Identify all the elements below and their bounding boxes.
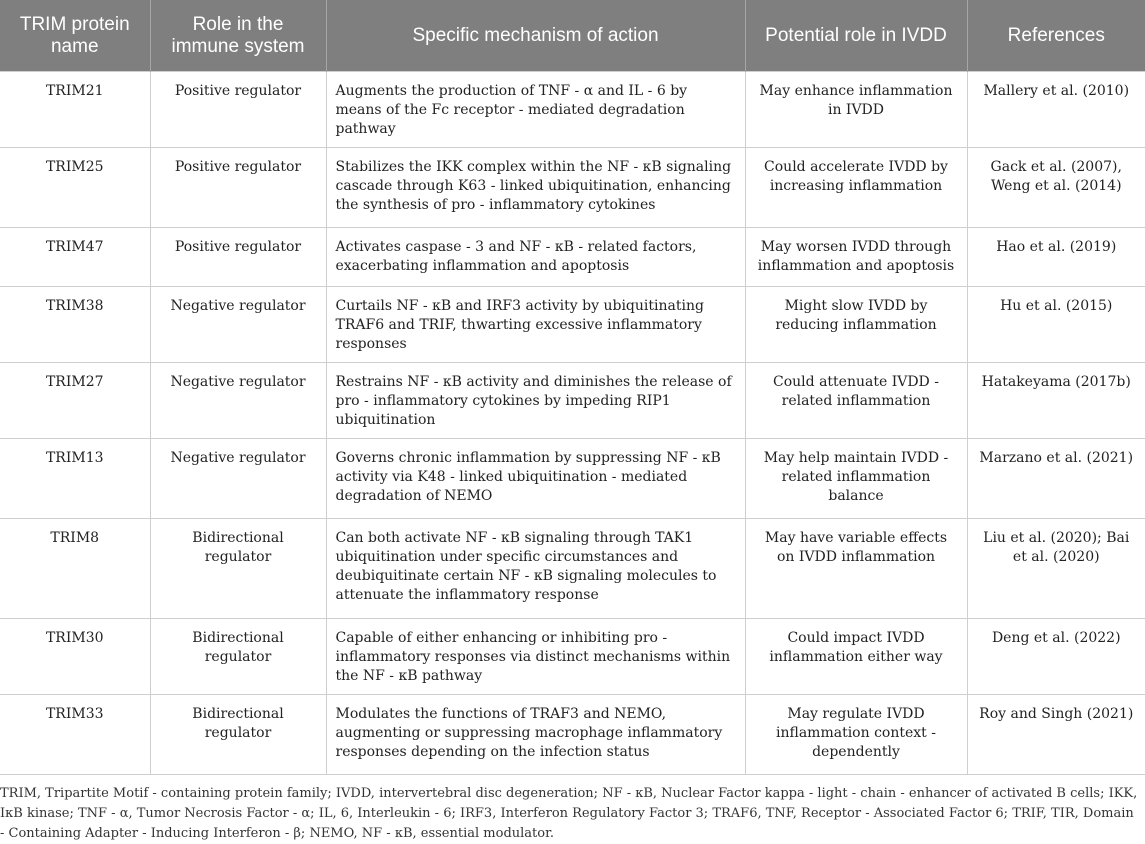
table-row	[0, 72, 1145, 148]
cell-mechanism: Activates caspase - 3 and NF - κB - related factors, exacerbating inflammation and apoptosis	[326, 228, 745, 287]
cell-immune-role: Positive regulator	[150, 148, 326, 228]
cell-mechanism: Stabilizes the IKK complex within the NF - κB signaling cascade through K63 - linked ubiquitination, enhancing the synthesis of pro - inflammatory cytokines	[326, 148, 745, 228]
cell-ivdd-role: May help maintain IVDD - related inflammation balance	[745, 439, 967, 519]
table-row	[0, 287, 1145, 363]
table-row	[0, 695, 1145, 775]
cell-ivdd-role: May enhance inflammation in IVDD	[745, 72, 967, 148]
cell-protein-name: TRIM21	[0, 72, 150, 148]
header-potential-role-in-ivdd: Potential role in IVDD	[745, 0, 967, 72]
table-row	[0, 439, 1145, 519]
cell-protein-name: TRIM27	[0, 363, 150, 439]
table-header	[0, 0, 1145, 72]
cell-protein-name: TRIM33	[0, 695, 150, 775]
table-row	[0, 519, 1145, 619]
header-references: References	[967, 0, 1145, 72]
cell-mechanism: Augments the production of TNF - α and IL - 6 by means of the Fc receptor - mediated degradation pathway	[326, 72, 745, 148]
cell-protein-name: TRIM30	[0, 619, 150, 695]
cell-ivdd-role: May have variable effects on IVDD inflammation	[745, 519, 967, 619]
cell-references: Gack et al. (2007), Weng et al. (2014)	[967, 148, 1145, 228]
header-row	[0, 0, 1145, 72]
cell-mechanism: Capable of either enhancing or inhibiting pro - inflammatory responses via distinct mechanisms within the NF - κB pathway	[326, 619, 745, 695]
cell-ivdd-role: May regulate IVDD inflammation context - dependently	[745, 695, 967, 775]
cell-immune-role: Negative regulator	[150, 439, 326, 519]
header-mechanism-of-action: Specific mechanism of action	[326, 0, 745, 72]
cell-ivdd-role: Might slow IVDD by reducing inflammation	[745, 287, 967, 363]
cell-references: Mallery et al. (2010)	[967, 72, 1145, 148]
cell-references: Hu et al. (2015)	[967, 287, 1145, 363]
cell-mechanism: Curtails NF - κB and IRF3 activity by ubiquitinating TRAF6 and TRIF, thwarting excessive inflammatory responses	[326, 287, 745, 363]
cell-ivdd-role: Could accelerate IVDD by increasing inflammation	[745, 148, 967, 228]
cell-protein-name: TRIM13	[0, 439, 150, 519]
table-row	[0, 228, 1145, 287]
cell-references: Deng et al. (2022)	[967, 619, 1145, 695]
cell-immune-role: Bidirectional regulator	[150, 619, 326, 695]
cell-mechanism: Can both activate NF - κB signaling through TAK1 ubiquitination under specific circumstances and deubiquitinate certain NF - κB signaling molecules to attenuate the inflammatory response	[326, 519, 745, 619]
cell-immune-role: Negative regulator	[150, 287, 326, 363]
cell-immune-role: Negative regulator	[150, 363, 326, 439]
cell-references: Liu et al. (2020); Bai et al. (2020)	[967, 519, 1145, 619]
cell-references: Marzano et al. (2021)	[967, 439, 1145, 519]
table-row	[0, 148, 1145, 228]
cell-protein-name: TRIM47	[0, 228, 150, 287]
cell-ivdd-role: Could attenuate IVDD - related inflammation	[745, 363, 967, 439]
cell-references: Roy and Singh (2021)	[967, 695, 1145, 775]
cell-protein-name: TRIM25	[0, 148, 150, 228]
cell-protein-name: TRIM8	[0, 519, 150, 619]
cell-immune-role: Positive regulator	[150, 228, 326, 287]
cell-ivdd-role: May worsen IVDD through inflammation and apoptosis	[745, 228, 967, 287]
table-row	[0, 363, 1145, 439]
cell-protein-name: TRIM38	[0, 287, 150, 363]
cell-immune-role: Bidirectional regulator	[150, 519, 326, 619]
table-body	[0, 72, 1145, 775]
table-footnote: TRIM, Tripartite Motif - containing protein family; IVDD, intervertebral disc degeneration; NF - κB, Nuclear Factor kappa - light - chain - enhancer of activated B cells; IKK, IκB kinase; TNF - α, Tumor Necrosis Factor - α; IL, 6, Interleukin - 6; IRF3, Interferon Regulatory Factor 3; TRAF6, TNF, Receptor - Associated Factor 6; TRIF, TIR, Domain - Containing Adapter - Inducing Interferon - β; NEMO, NF - κB, essential modulator.	[0, 786, 1138, 841]
cell-immune-role: Positive regulator	[150, 72, 326, 148]
header-role-in-immune-system: Role in the immune system	[150, 0, 326, 72]
cell-immune-role: Bidirectional regulator	[150, 695, 326, 775]
table-row	[0, 619, 1145, 695]
cell-references: Hatakeyama (2017b)	[967, 363, 1145, 439]
cell-ivdd-role: Could impact IVDD inflammation either way	[745, 619, 967, 695]
header-trim-protein-name: TRIM protein name	[0, 0, 150, 72]
cell-mechanism: Modulates the functions of TRAF3 and NEMO, augmenting or suppressing macrophage inflammatory responses depending on the infection status	[326, 695, 745, 775]
cell-mechanism: Restrains NF - κB activity and diminishes the release of pro - inflammatory cytokines by impeding RIP1 ubiquitination	[326, 363, 745, 439]
cell-mechanism: Governs chronic inflammation by suppressing NF - κB activity via K48 - linked ubiquitination - mediated degradation of NEMO	[326, 439, 745, 519]
cell-references: Hao et al. (2019)	[967, 228, 1145, 287]
